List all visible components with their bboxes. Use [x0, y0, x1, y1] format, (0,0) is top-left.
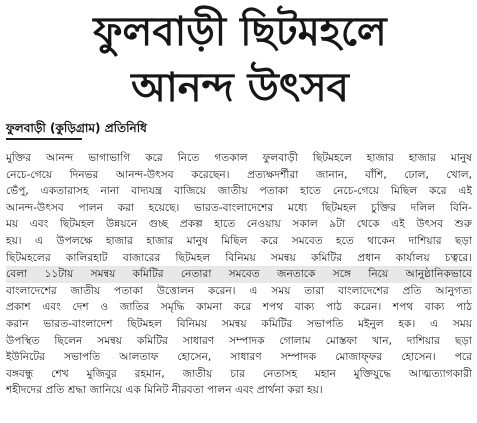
article-line: আনন্দ-উৎসব পালন করা হয়েছে। ভারত-বাংলাদেশের মধ্যে ছিটমহল চুক্তির দলিল বিনি-	[6, 201, 472, 214]
article-line: শহীদদের প্রতি শ্রদ্ধা জানিয়ে এক মিনিট নীরবতা পালন এবং প্রার্থনা করা হয়।	[6, 384, 323, 397]
article-line: ভেঁপু, একতারাসহ নানা বাদ্যযন্ত্র বাজিয়ে জাতীয় পতাকা হাতে নেচে-গেয়ে মিছিল করে এই	[6, 185, 472, 198]
headline	[20, 4, 460, 116]
article-line: হয়। এ উপলক্ষে হাজার হাজার মানুষ মিছিল করে সমবেত হতে থাকেন দাশিয়ার ছড়া	[6, 234, 472, 247]
article-line: ইউনিটের সভাপতি আলতাফ হোসেন, সাধারণ সম্পাদক মোজাফ্ফর হোসেন। পরে	[6, 351, 472, 364]
article-line: ময় এবং ছিটমহল উন্নয়নে গুচ্ছ প্রকল্প হাতে নেওয়ায় সকাল ৯টা থেকে এই উৎসব শুরু	[6, 218, 472, 231]
byline-underline	[6, 138, 82, 140]
article-line: ছিটমহলের কালিরহাট বাজারের ছিটমহল বিনিময় সমন্বয় কমিটির প্রধান কার্যালয় চত্বরে।	[6, 251, 472, 264]
article-line: উপস্থিত ছিলেন সমন্বয় কমিটির সাধারণ সম্পাদক গোলাম মোস্তফা খান, দাশিয়ার ছড়া	[6, 334, 472, 347]
headline-line-2: আনন্দ উৎসব	[131, 65, 349, 111]
article-line: নেচে-গেয়ে দিনভর আনন্দ-উৎসব করেছেন। প্রত্যক্ষদর্শীরা জানান, বাঁশি, ঢোল, খোল,	[6, 168, 472, 181]
article-line: বঙ্গবন্ধু শেখ মুজিবুর রহমান, জাতীয় চার নেতাসহ মহান মুক্তিযুদ্ধে আত্মত্যাগকারী	[6, 367, 472, 380]
article-line: মুক্তির আনন্দ ভাগাভাগি করে নিতে গতকাল ফুলবাড়ী ছিটমহলে হাজার হাজার মানুষ	[6, 152, 472, 164]
article-body	[6, 150, 472, 418]
byline: ফুলবাড়ী (কুড়িগ্রাম) প্রতিনিধি	[6, 121, 147, 135]
article-line: বেলা ১১টায় সমন্বয় কমিটির নেতারা সমবেত জনতাকে সঙ্গে নিয়ে আনুষ্ঠানিকভাবে	[6, 266, 472, 283]
article-line: করান ভারত-বাংলাদেশ ছিটমহল বিনিময় সমন্বয় কমিটির সভাপতি মইনুল হক। এ সময়	[6, 317, 472, 330]
headline-line-1: ফুলবাড়ী ছিটমহলে	[93, 9, 387, 55]
article-line: বাংলাদেশের জাতীয় পতাকা উত্তোলন করেন। এ সময় তারা বাংলাদেশের প্রতি আনুগত্য	[6, 284, 472, 297]
article-line: প্রকাশ এবং দেশ ও জাতির সমৃদ্ধি কামনা করে শপথ বাক্য পাঠ করেন। শপথ বাক্য পাঠ	[6, 301, 472, 314]
